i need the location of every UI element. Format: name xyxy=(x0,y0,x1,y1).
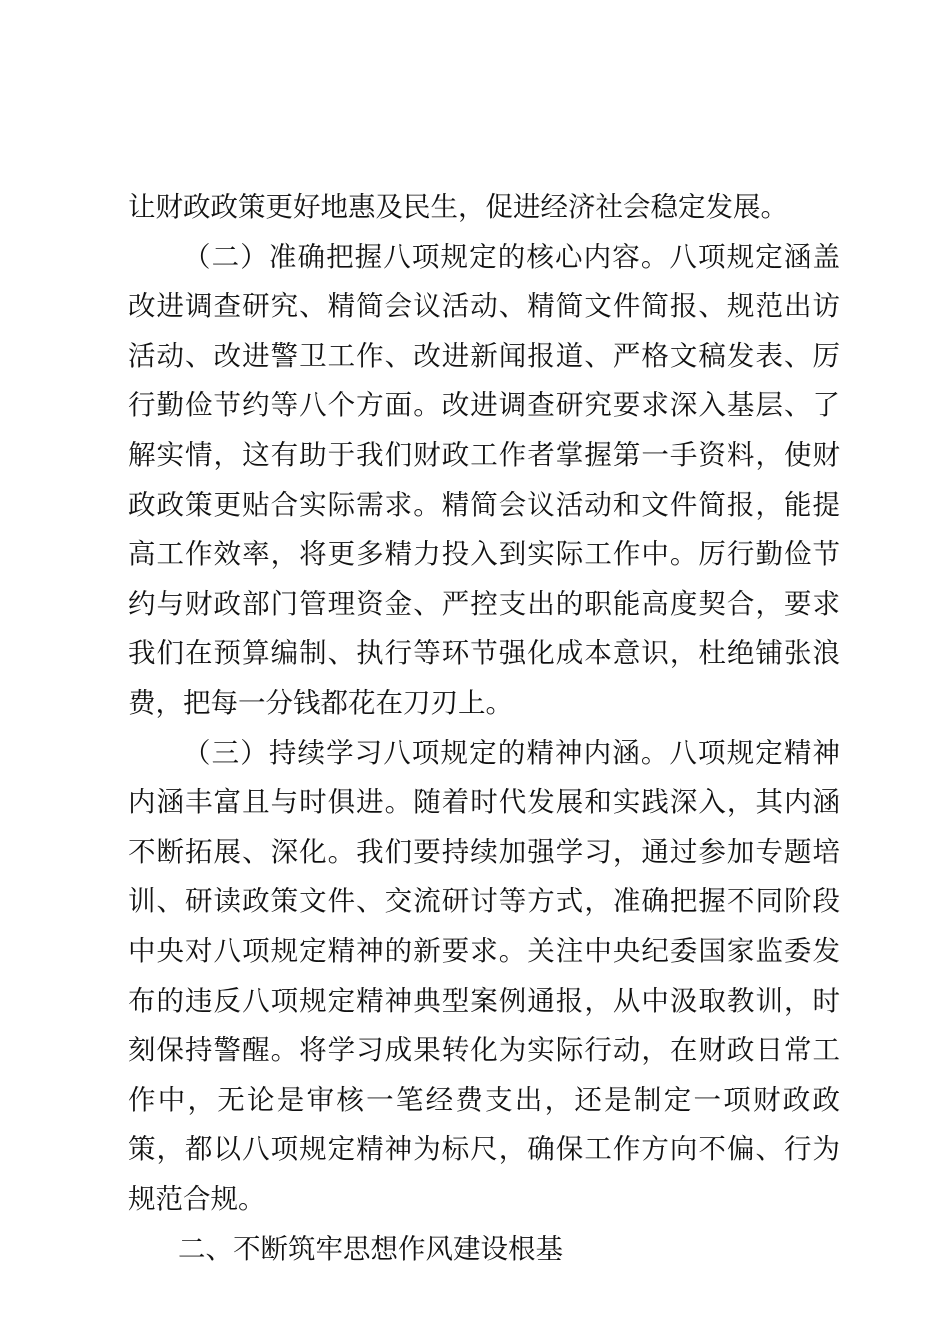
paragraph-section-2: （二）准确把握八项规定的核心内容。八项规定涵盖改进调查研究、精简会议活动、精简文件简报、规范出访活动、改进警卫工作、改进新闻报道、严格文稿发表、厉行勤俭节约等八个方面。改进调查研究要求深入基层、了解实情，这有助于我们财政工作者掌握第一手资料，使财政政策更贴合实际需求。精简会议活动和文件简报，能提高工作效率，将更多精力投入到实际工作中。厉行勤俭节约与财政部门管理资金、严控支出的职能高度契合，要求我们在预算编制、执行等环节强化成本意识，杜绝铺张浪费，把每一分钱都花在刀刃上。 xyxy=(128,240,840,719)
document-body xyxy=(128,183,840,1275)
paragraph-section-3: （三）持续学习八项规定的精神内涵。八项规定精神内涵丰富且与时俱进。随着时代发展和实践深入，其内涵不断拓展、深化。我们要持续加强学习，通过参加专题培训、研读政策文件、交流研讨等方式，准确把握不同阶段中央对八项规定精神的新要求。关注中央纪委国家监委发布的违反八项规定精神典型案例通报，从中汲取教训，时刻保持警醒。将学习成果转化为实际行动，在财政日常工作中，无论是审核一笔经费支出，还是制定一项财政政策，都以八项规定精神为标尺，确保工作方向不偏、行为规范合规。 xyxy=(128,736,840,1215)
section-heading: 二、不断筑牢思想作风建设根基 xyxy=(178,1233,563,1266)
paragraph-continuation: 让财政政策更好地惠及民生，促进经济社会稳定发展。 xyxy=(128,191,788,223)
